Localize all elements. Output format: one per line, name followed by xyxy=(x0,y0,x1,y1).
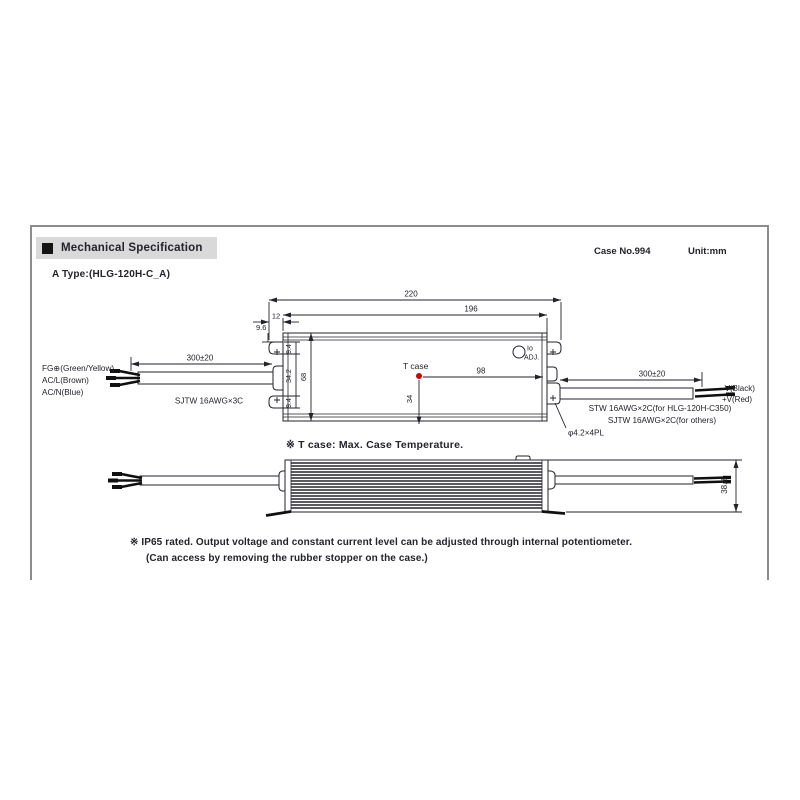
v-plus-label: +V(Red) xyxy=(722,395,753,404)
svg-text:98: 98 xyxy=(476,366,486,376)
footnote-line-1: ※ IP65 rated. Output voltage and constant current level can be adjusted through internal potentiometer. xyxy=(130,537,633,548)
right-mounting-bracket xyxy=(547,342,561,404)
dim-ear-bottom: 9.4 xyxy=(286,398,293,408)
svg-text:196: 196 xyxy=(464,304,478,314)
input-cable-jacket xyxy=(138,372,275,384)
dim-total-height xyxy=(548,460,742,512)
tcase-label: T case xyxy=(403,361,429,371)
svg-text:300±20: 300±20 xyxy=(638,369,666,379)
hole-callout-leader xyxy=(555,403,566,428)
fg-wire-label: FG⊕(Green/Yellow) xyxy=(42,364,115,373)
footnote-line-2: (Can access by removing the rubber stopper on the case.) xyxy=(146,553,428,564)
side-input-cable xyxy=(140,476,280,485)
side-output-gland xyxy=(548,471,555,489)
input-cable-spec-label: SJTW 16AWG×3C xyxy=(174,396,244,406)
output-cable-spec-label-2: SJTW 16AWG×2C(for others) xyxy=(607,416,717,425)
svg-text:300±20: 300±20 xyxy=(186,353,214,363)
left-bracket-foot xyxy=(266,512,291,516)
case-number: Case No.994 xyxy=(594,246,651,257)
ac-n-wire-label: AC/N(Blue) xyxy=(42,388,84,397)
section-title: Mechanical Specification xyxy=(61,242,203,254)
svg-text:220: 220 xyxy=(404,289,418,299)
dim-input-cable-length xyxy=(131,354,272,372)
adj-label: ADJ. xyxy=(524,354,540,362)
dim-edge-offset xyxy=(256,323,274,342)
rubber-stopper-bump xyxy=(516,456,530,460)
tcase-note: ※ T case: Max. Case Temperature. xyxy=(286,439,464,451)
case-body-side-view xyxy=(285,460,548,512)
top-view-drawing xyxy=(42,290,755,452)
svg-text:38.8: 38.8 xyxy=(720,478,729,494)
input-cable-gland xyxy=(273,366,283,390)
side-input-wire-ends xyxy=(108,472,142,489)
svg-text:34: 34 xyxy=(405,394,414,404)
unit-label: Unit:mm xyxy=(688,246,727,257)
output-cable-spec-label-1: STW 16AWG×2C(for HLG-120H-C350) xyxy=(588,404,732,413)
right-bracket-foot xyxy=(542,512,565,514)
dim-gland-span: 34.2 xyxy=(286,369,293,383)
side-view-drawing xyxy=(108,456,742,516)
io-label: Io xyxy=(527,345,533,353)
tcase-marker xyxy=(416,373,422,379)
dim-ear-top: 9.4 xyxy=(286,344,293,354)
mounting-hole-label: φ4.2×4PL xyxy=(568,428,605,438)
svg-text:68: 68 xyxy=(299,372,308,382)
output-cable-gland xyxy=(547,383,560,404)
v-minus-label: -V(Black) xyxy=(722,384,755,393)
side-output-cable xyxy=(555,476,693,484)
side-input-gland xyxy=(279,471,285,491)
svg-text:12: 12 xyxy=(271,311,281,321)
type-label: A Type:(HLG-120H-C_A) xyxy=(52,269,171,280)
ac-l-wire-label: AC/L(Brown) xyxy=(42,376,89,385)
svg-text:9.6: 9.6 xyxy=(256,323,267,332)
output-cable-jacket xyxy=(558,388,693,399)
dim-output-cable-length xyxy=(560,370,702,388)
